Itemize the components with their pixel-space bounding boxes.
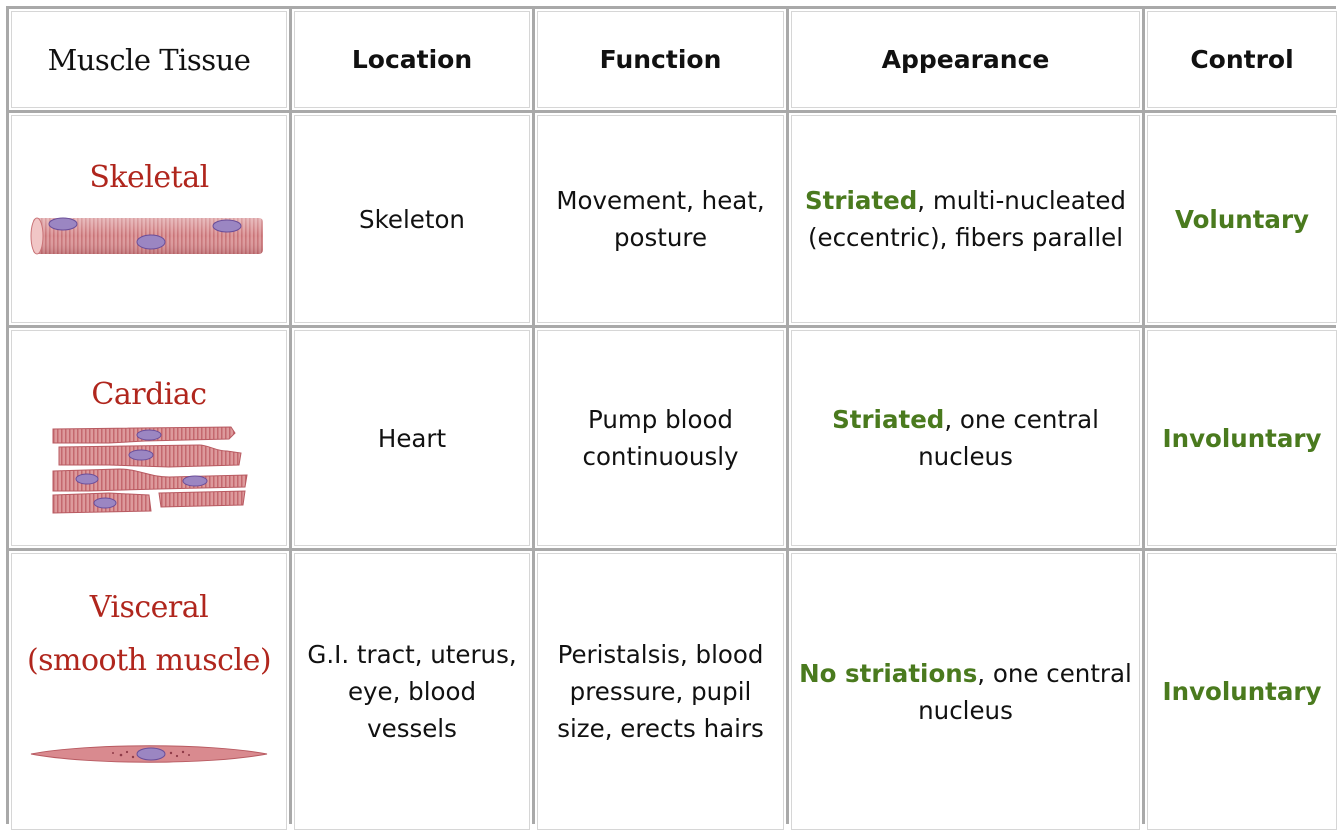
appearance-rest: , one central [944,405,1099,434]
tissue-cell-visceral [9,551,289,832]
function-line: Movement, heat, [556,186,765,215]
function-line: Pump blood [588,405,733,434]
appearance-line: (eccentric), fibers parallel [807,223,1124,252]
tissue-name-visceral: Visceral [89,590,209,625]
function-line: pressure, pupil [569,677,752,706]
appearance-line [805,182,1126,219]
location-text: Heart [377,423,447,453]
location-line: G.I. tract, uterus, [307,640,517,669]
header-muscle-tissue: Muscle Tissue [9,9,289,110]
tissue-name-visceral-sub: (smooth muscle) [26,643,272,678]
control-cardiac: Involuntary [1145,328,1339,548]
header-location: Location [292,9,532,110]
header-control: Control [1145,9,1339,110]
function-line: posture [613,223,708,252]
function-line: Peristalsis, blood [557,640,764,669]
tissue-cell-skeletal [9,113,289,325]
appearance-rest: , multi-nucleated [917,186,1126,215]
appearance-rest: , one central [977,658,1132,688]
appearance-visceral [789,551,1142,832]
location-line: vessels [367,714,457,743]
header-appearance: Appearance [789,9,1142,110]
location-line: eye, blood [347,677,477,706]
tissue-name-cardiac: Cardiac [91,377,207,412]
function-cardiac [535,328,786,548]
function-visceral [535,551,786,832]
function-line: continuously [582,442,739,471]
appearance-line: nucleus [918,442,1013,471]
control-visceral: Involuntary [1145,551,1339,832]
appearance-skeletal [789,113,1142,325]
control-skeletal: Voluntary [1145,113,1339,325]
appearance-line [799,655,1132,692]
function-skeletal [535,113,786,325]
tissue-name-skeletal: Skeletal [89,160,209,195]
muscle-tissue-table [6,6,1336,824]
appearance-line: nucleus [918,695,1013,725]
appearance-cardiac [789,328,1142,548]
tissue-cell-cardiac [9,328,289,548]
location-cardiac [292,328,532,548]
appearance-highlight: No striations [799,658,978,688]
skeletal-muscle-fiber-icon [29,208,269,264]
cardiac-muscle-cells-icon [49,421,249,517]
location-skeletal [292,113,532,325]
appearance-line [832,401,1099,438]
location-text: Skeleton [359,204,465,234]
location-visceral [292,551,532,832]
appearance-highlight: Striated [832,405,945,434]
appearance-highlight: Striated [805,186,918,215]
function-line: size, erects hairs [557,714,764,743]
header-function: Function [535,9,786,110]
smooth-muscle-cell-icon [29,739,269,769]
